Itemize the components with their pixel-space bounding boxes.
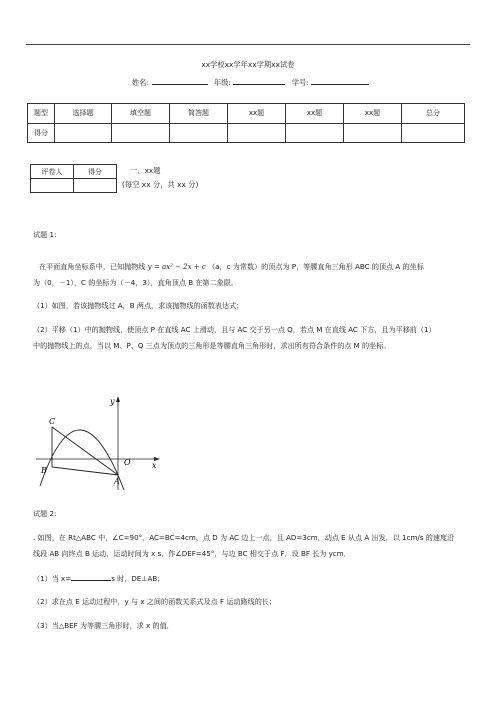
score-table (27, 103, 465, 143)
q2-part2: （2）求在点 E 运动过程中，y 与 x 之间的函数关系式及点 F 运动路线的长； (33, 597, 276, 606)
top-rule (26, 44, 470, 45)
q2-answer-blank[interactable] (71, 572, 111, 581)
evaluator-cell[interactable] (31, 179, 74, 193)
score-cell[interactable] (170, 123, 228, 143)
q1-line2: 为（0，－1），C 的坐标为（－4，3），直角顶点 B 在第二象限。 (33, 278, 238, 287)
score-cell[interactable] (112, 123, 170, 143)
point-c-label: C (49, 417, 56, 426)
score-header-cell: 简答题 (170, 104, 228, 124)
section-subtitle: (每空 xx 分，共 xx 分) (122, 180, 199, 189)
score-cell[interactable] (228, 123, 286, 143)
q1-intro (33, 259, 469, 275)
score-header-cell: 题型 (28, 104, 55, 124)
name-field[interactable] (152, 77, 208, 85)
q2-line2: 线段 AB 向终点 B 运动，运动时间为 x s．作∠DEF=45°，与边 BC 相交于点 F．设 BF 长为 ycm． (33, 549, 351, 558)
q2-part1-after: s 时，DE⊥AB； (111, 574, 165, 583)
q1-label: 试题 1: (33, 230, 57, 239)
q1-figure (30, 394, 170, 490)
score-header-cell: 选择题 (55, 104, 112, 124)
q1-intro-before: 在平面直角坐标系中，已知抛物线 (39, 262, 146, 271)
evaluator-score-cell[interactable] (74, 179, 117, 193)
score-header-cell: 总分 (402, 104, 465, 124)
score-cell[interactable] (286, 123, 344, 143)
parabola-curve (40, 430, 124, 490)
x-axis-label: x (152, 461, 157, 470)
score-header-cell: 填空题 (112, 104, 170, 124)
y-axis-label: y (110, 397, 115, 406)
q2-part1-before: （1）当 x= (33, 574, 72, 583)
score-value-row (28, 123, 465, 143)
q1-part1: （1）如图，若该抛物线过 A，B 两点，求该抛物线的函数表达式； (33, 301, 244, 310)
score-row-label: 得分 (28, 123, 55, 143)
grade-label: 年级: (213, 78, 231, 87)
q1-part2-line1: （2）平移（1）中的抛物线，使顶点 P 在直线 AC 上滑动，且与 AC 交于另一点 Q，若点 M 在直线 AC 下方，且为平移前（1） (33, 325, 436, 334)
q2-part3: （3）当△BEF 为等腰三角形时，求 x 的值． (33, 621, 174, 630)
name-label: 姓名: (132, 78, 150, 87)
section-title: 一、xx题 (130, 166, 161, 175)
grade-field[interactable] (233, 77, 285, 85)
score-cell[interactable] (55, 123, 112, 143)
evaluator-header: 评卷人 (31, 165, 74, 179)
score-header-cell: xx题 (228, 104, 286, 124)
student-info-line (132, 77, 392, 88)
point-o-label: O (124, 458, 131, 467)
point-b-label: B (41, 466, 47, 475)
q1-intro-after: （a，c 为常数）的顶点为 P，等腰直角三角形 ABC 的顶点 A 的坐标 (208, 262, 424, 271)
id-label: 学号: (291, 78, 309, 87)
q1-formula: y = ax² − 2x + c (147, 263, 206, 271)
q1-part2-line2: 中的抛物线上的点，当以 M、P、Q 三点为顶点的三角形是等腰直角三角形时，求出所有符合条件的点 M 的坐标。 (33, 341, 391, 350)
score-header-row (28, 104, 465, 124)
y-axis-arrow (116, 396, 120, 402)
score-header-cell: xx题 (286, 104, 344, 124)
score-cell[interactable] (344, 123, 402, 143)
q2-label: 试题 2: (33, 509, 57, 518)
id-field[interactable] (311, 77, 369, 85)
q2-line1: . 如图，在 Rt△ABC 中，∠C=90°，AC=BC=4cm，点 D 为 AC 边上一点，且 AD=3cm，动点 E 从点 A 出发，以 1cm/s 的速度沿 (33, 533, 455, 542)
score-header-cell: xx题 (344, 104, 402, 124)
evaluator-score-header: 得分 (74, 165, 117, 179)
evaluator-table (30, 164, 117, 193)
point-a-label: A (114, 477, 120, 486)
q2-part1 (33, 571, 469, 587)
score-cell[interactable] (402, 123, 465, 143)
exam-title: xx学校xx学年xx学期xx试卷 (201, 60, 295, 69)
